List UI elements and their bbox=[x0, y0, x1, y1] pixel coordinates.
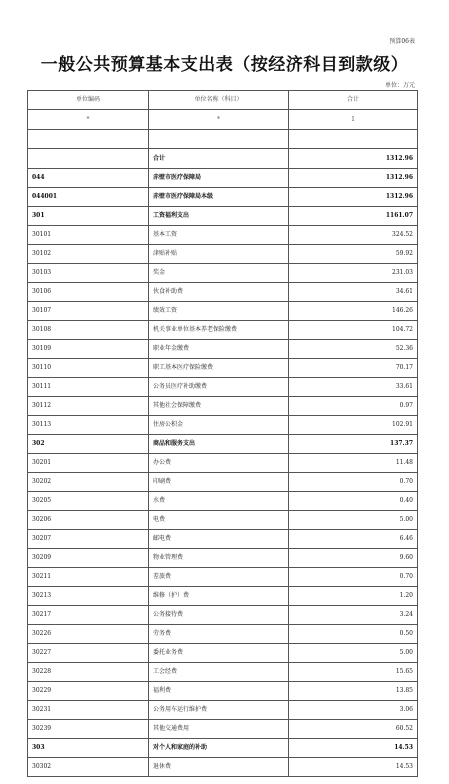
account-name: 职业年金缴费 bbox=[149, 340, 289, 359]
account-amount: 3.24 bbox=[289, 606, 418, 625]
account-name: 印刷费 bbox=[149, 473, 289, 492]
account-name: 基本工资 bbox=[149, 226, 289, 245]
column-header-name: 单位名称（科目） bbox=[149, 91, 289, 110]
account-code: 303 bbox=[28, 739, 149, 758]
blank-cell bbox=[149, 130, 289, 149]
budget-table bbox=[27, 90, 418, 777]
table-header-row bbox=[28, 91, 418, 110]
account-amount: 0.70 bbox=[289, 568, 418, 587]
table-row bbox=[28, 416, 418, 435]
unit-label: 单位：万元 bbox=[384, 82, 415, 89]
account-name: 津贴补贴 bbox=[149, 245, 289, 264]
account-code: 30227 bbox=[28, 644, 149, 663]
table-row bbox=[28, 283, 418, 302]
account-amount: 0.70 bbox=[289, 473, 418, 492]
account-name: 公务接待费 bbox=[149, 606, 289, 625]
account-amount: 11.48 bbox=[289, 454, 418, 473]
account-amount: 0.97 bbox=[289, 397, 418, 416]
table-row bbox=[28, 587, 418, 606]
account-code: 30239 bbox=[28, 720, 149, 739]
account-amount: 6.46 bbox=[289, 530, 418, 549]
column-marker-row bbox=[28, 110, 418, 130]
account-amount: 1.20 bbox=[289, 587, 418, 606]
account-code: 30106 bbox=[28, 283, 149, 302]
account-code: 30217 bbox=[28, 606, 149, 625]
account-name: 绩效工资 bbox=[149, 302, 289, 321]
table-row bbox=[28, 511, 418, 530]
marker-cell-code: * bbox=[28, 110, 149, 130]
blank-row bbox=[28, 130, 418, 149]
account-code: 30101 bbox=[28, 226, 149, 245]
unit-row bbox=[28, 169, 418, 188]
account-code: 30110 bbox=[28, 359, 149, 378]
table-row bbox=[28, 663, 418, 682]
account-name: 公务员医疗补助缴费 bbox=[149, 378, 289, 397]
table-row bbox=[28, 264, 418, 283]
table-row bbox=[28, 321, 418, 340]
account-code: 30102 bbox=[28, 245, 149, 264]
table-row bbox=[28, 549, 418, 568]
account-code: 30302 bbox=[28, 758, 149, 777]
account-amount: 14.53 bbox=[289, 758, 418, 777]
account-code: 30113 bbox=[28, 416, 149, 435]
table-row bbox=[28, 245, 418, 264]
marker-cell-name: * bbox=[149, 110, 289, 130]
account-amount: 102.91 bbox=[289, 416, 418, 435]
account-name: 其他社会保障缴费 bbox=[149, 397, 289, 416]
marker-cell-amount: 1 bbox=[289, 110, 418, 130]
account-amount: 52.36 bbox=[289, 340, 418, 359]
subunit-row bbox=[28, 188, 418, 207]
category-row bbox=[28, 739, 418, 758]
account-code: 30107 bbox=[28, 302, 149, 321]
total-amount: 1312.96 bbox=[289, 149, 418, 169]
table-row bbox=[28, 644, 418, 663]
account-code: 30226 bbox=[28, 625, 149, 644]
category-row bbox=[28, 435, 418, 454]
account-name: 职工基本医疗保险缴费 bbox=[149, 359, 289, 378]
account-amount: 14.53 bbox=[289, 739, 418, 758]
account-code: 30206 bbox=[28, 511, 149, 530]
table-row bbox=[28, 701, 418, 720]
total-row bbox=[28, 149, 418, 169]
account-name: 奖金 bbox=[149, 264, 289, 283]
account-code: 30201 bbox=[28, 454, 149, 473]
account-name: 其他交通费用 bbox=[149, 720, 289, 739]
account-name: 工会经费 bbox=[149, 663, 289, 682]
account-amount: 231.03 bbox=[289, 264, 418, 283]
account-amount: 1161.07 bbox=[289, 207, 418, 226]
account-code: 302 bbox=[28, 435, 149, 454]
subunit-amount: 1312.96 bbox=[289, 188, 418, 207]
column-header-code: 单位编码 bbox=[28, 91, 149, 110]
account-amount: 33.61 bbox=[289, 378, 418, 397]
category-row bbox=[28, 207, 418, 226]
account-name: 伙食补助费 bbox=[149, 283, 289, 302]
account-name: 委托业务费 bbox=[149, 644, 289, 663]
account-name: 物业管理费 bbox=[149, 549, 289, 568]
account-amount: 13.85 bbox=[289, 682, 418, 701]
blank-cell bbox=[28, 130, 149, 149]
blank-cell bbox=[289, 130, 418, 149]
account-name: 差旅费 bbox=[149, 568, 289, 587]
table-row bbox=[28, 568, 418, 587]
account-amount: 5.00 bbox=[289, 511, 418, 530]
account-name: 水费 bbox=[149, 492, 289, 511]
account-code: 30207 bbox=[28, 530, 149, 549]
table-row bbox=[28, 397, 418, 416]
table-row bbox=[28, 720, 418, 739]
table-row bbox=[28, 340, 418, 359]
account-name: 退休费 bbox=[149, 758, 289, 777]
subunit-name: 赤壁市医疗保障局本级 bbox=[149, 188, 289, 207]
account-code: 30231 bbox=[28, 701, 149, 720]
total-label: 合计 bbox=[149, 149, 289, 169]
account-code: 30211 bbox=[28, 568, 149, 587]
account-name: 电费 bbox=[149, 511, 289, 530]
table-row bbox=[28, 758, 418, 777]
table-row bbox=[28, 454, 418, 473]
budget-table-body bbox=[28, 91, 418, 777]
account-amount: 3.06 bbox=[289, 701, 418, 720]
table-row bbox=[28, 682, 418, 701]
table-row bbox=[28, 359, 418, 378]
account-name: 福利费 bbox=[149, 682, 289, 701]
account-name: 工资福利支出 bbox=[149, 207, 289, 226]
account-code: 30229 bbox=[28, 682, 149, 701]
table-row bbox=[28, 625, 418, 644]
account-name: 机关事业单位基本养老保险缴费 bbox=[149, 321, 289, 340]
account-amount: 104.72 bbox=[289, 321, 418, 340]
account-amount: 34.61 bbox=[289, 283, 418, 302]
account-name: 邮电费 bbox=[149, 530, 289, 549]
table-row bbox=[28, 302, 418, 321]
account-amount: 9.60 bbox=[289, 549, 418, 568]
account-amount: 0.50 bbox=[289, 625, 418, 644]
table-row bbox=[28, 378, 418, 397]
form-number: 预算06表 bbox=[389, 38, 415, 45]
page-title: 一般公共预算基本支出表（按经济科目到款级） bbox=[40, 55, 409, 75]
account-code: 30108 bbox=[28, 321, 149, 340]
account-name: 劳务费 bbox=[149, 625, 289, 644]
account-amount: 324.52 bbox=[289, 226, 418, 245]
account-amount: 137.37 bbox=[289, 435, 418, 454]
total-code-cell bbox=[28, 149, 149, 169]
table-row bbox=[28, 606, 418, 625]
account-name: 维修（护）费 bbox=[149, 587, 289, 606]
account-amount: 60.52 bbox=[289, 720, 418, 739]
unit-amount: 1312.96 bbox=[289, 169, 418, 188]
account-amount: 15.65 bbox=[289, 663, 418, 682]
account-code: 30112 bbox=[28, 397, 149, 416]
account-amount: 5.00 bbox=[289, 644, 418, 663]
account-name: 公务用车运行维护费 bbox=[149, 701, 289, 720]
account-code: 30209 bbox=[28, 549, 149, 568]
account-code: 30103 bbox=[28, 264, 149, 283]
account-amount: 59.92 bbox=[289, 245, 418, 264]
account-name: 商品和服务支出 bbox=[149, 435, 289, 454]
account-name: 住房公积金 bbox=[149, 416, 289, 435]
account-amount: 70.17 bbox=[289, 359, 418, 378]
account-code: 30228 bbox=[28, 663, 149, 682]
table-row bbox=[28, 492, 418, 511]
unit-code: 044 bbox=[28, 169, 149, 188]
table-row bbox=[28, 530, 418, 549]
account-code: 30109 bbox=[28, 340, 149, 359]
unit-name: 赤壁市医疗保障局 bbox=[149, 169, 289, 188]
account-code: 30111 bbox=[28, 378, 149, 397]
account-code: 30202 bbox=[28, 473, 149, 492]
column-header-amount: 合计 bbox=[289, 91, 418, 110]
table-row bbox=[28, 473, 418, 492]
account-name: 对个人和家庭的补助 bbox=[149, 739, 289, 758]
account-name: 办公费 bbox=[149, 454, 289, 473]
table-row bbox=[28, 226, 418, 245]
subunit-code: 044001 bbox=[28, 188, 149, 207]
account-amount: 0.40 bbox=[289, 492, 418, 511]
account-code: 301 bbox=[28, 207, 149, 226]
account-code: 30205 bbox=[28, 492, 149, 511]
account-amount: 146.26 bbox=[289, 302, 418, 321]
account-code: 30213 bbox=[28, 587, 149, 606]
